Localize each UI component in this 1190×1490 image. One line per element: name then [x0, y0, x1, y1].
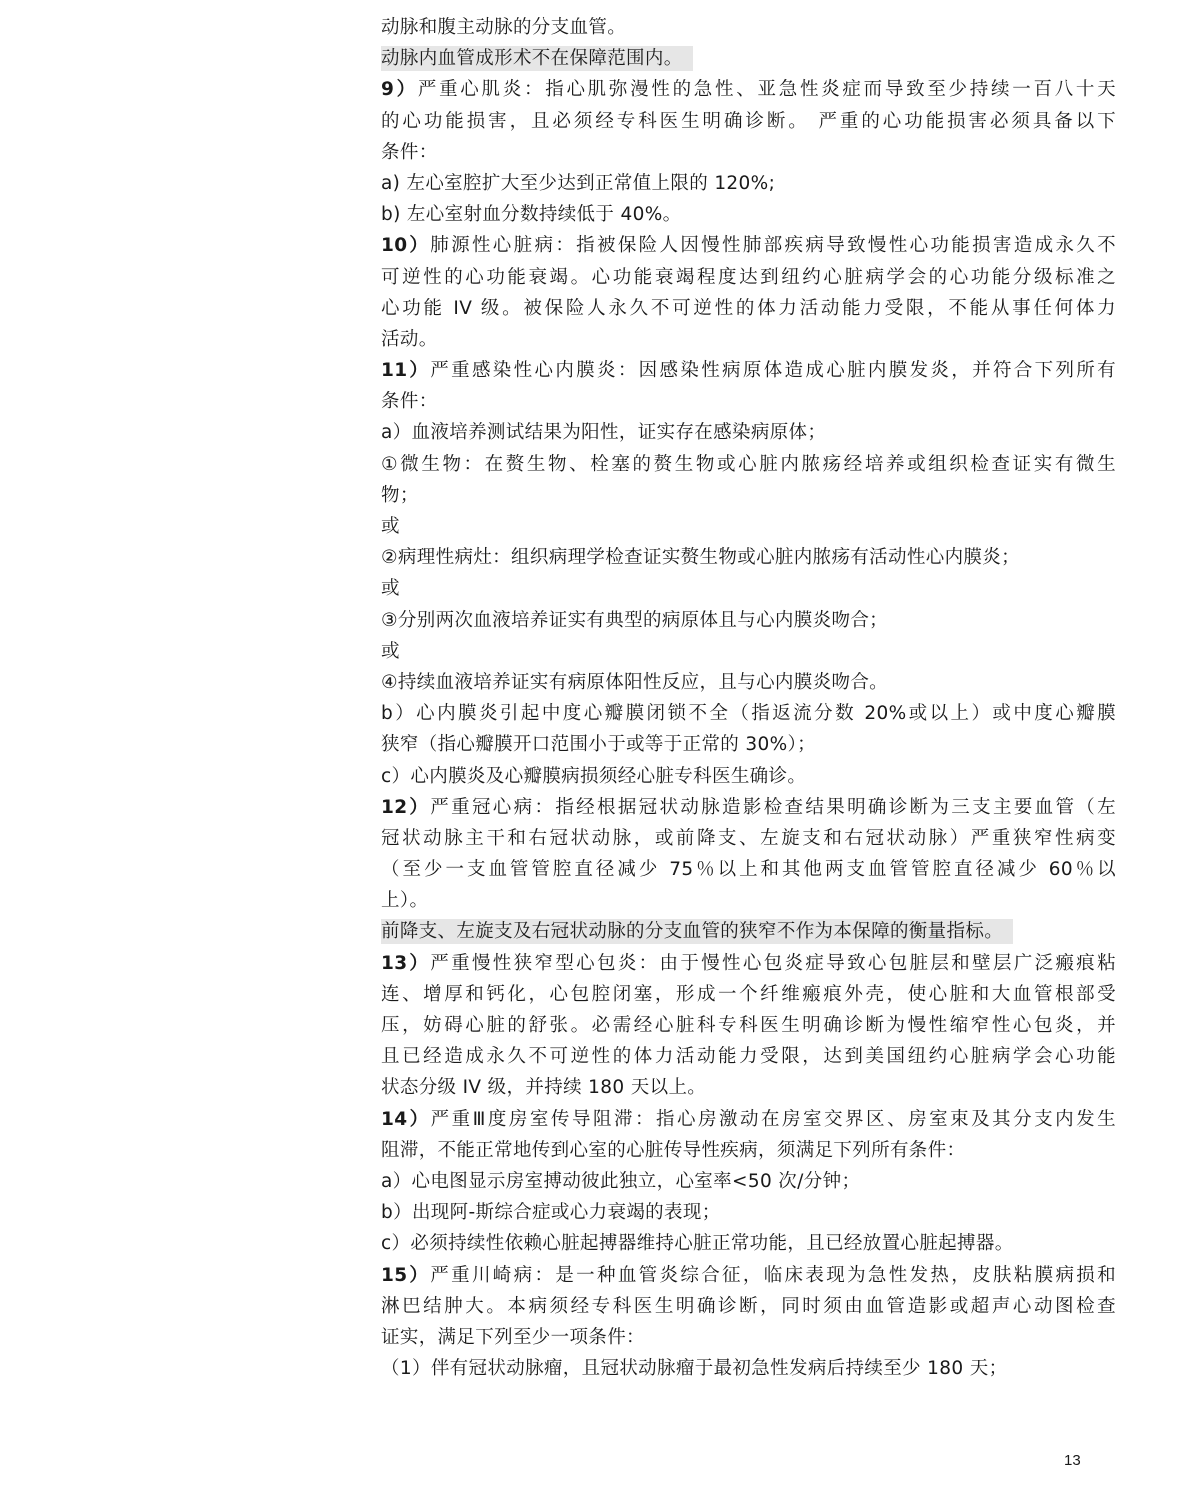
text-line: 活动。: [381, 328, 438, 350]
text-line: 条件：: [381, 391, 438, 413]
text-line: 状态分级 IV 级，并持续 180 天以上。: [381, 1077, 707, 1099]
text-line: 狭窄（指心瓣膜开口范围小于或等于正常的 30%）；: [381, 734, 817, 756]
text-line: 且已经造成永久不可逆性的体力活动能力受限，达到美国纽约心脏病学会心功能: [381, 1046, 1116, 1068]
clause-14-heading: 14）严重Ⅲ度房室传导阻滞：指心房激动在房室交界区、房室束及其分支内发生: [381, 1108, 1117, 1130]
text-line: 或: [381, 578, 400, 600]
text-line: 可逆性的心功能衰竭。心功能衰竭程度达到纽约心脏病学会的心功能分级标准之: [381, 266, 1116, 288]
clause-15-heading: 15）严重川崎病：是一种血管炎综合征，临床表现为急性发热，皮肤粘膜病损和: [381, 1264, 1116, 1286]
text-line-highlighted: 动脉内血管成形术不在保障范围内。: [381, 43, 1116, 74]
text-line: a）血液培养测试结果为阳性，证实存在感染病原体；: [381, 422, 827, 444]
text-line: 淋巴结肿大。本病须经专科医生明确诊断，同时须由血管造影或超声心动图检查: [381, 1295, 1116, 1317]
page-number: 13: [1064, 1452, 1081, 1469]
document-body: [381, 12, 1116, 1384]
clause-12-heading: 12）严重冠心病：指经根据冠状动脉造影检查结果明确诊断为三支主要血管（左: [381, 796, 1116, 818]
text-line: c）必须持续性依赖心脏起搏器维持心脏正常功能，且已经放置心脏起搏器。: [381, 1233, 1014, 1255]
text-line: 阻滞，不能正常地传到心室的心脏传导性疾病，须满足下列所有条件：: [381, 1139, 966, 1161]
text-line: a）心电图显示房室搏动彼此独立，心室率<50 次/分钟；: [381, 1170, 861, 1192]
text-line: 证实，满足下列至少一项条件：: [381, 1326, 645, 1348]
text-line: 上）。: [381, 890, 429, 912]
text-line: 或: [381, 640, 400, 662]
text-line: b）心内膜炎引起中度心瓣膜闭锁不全（指返流分数 20%或以上）或中度心瓣膜: [381, 703, 1116, 725]
text-line: 压，妨碍心脏的舒张。必需经心脏科专科医生明确诊断为慢性缩窄性心包炎，并: [381, 1015, 1116, 1036]
text-line: 条件：: [381, 141, 438, 163]
clause-13-heading: 13）严重慢性狭窄型心包炎：由于慢性心包炎症导致心包脏层和壁层广泛瘢痕粘: [381, 952, 1116, 974]
text-line: ④持续血液培养证实有病原体阳性反应，且与心内膜炎吻合。: [381, 671, 889, 693]
text-line: 的心功能损害，且必须经专科医生明确诊断。 严重的心功能损害必须具备以下: [381, 110, 1116, 132]
clause-9-heading: 9）严重心肌炎：指心肌弥漫性的急性、亚急性炎症而导致至少持续一百八十天: [381, 79, 1116, 101]
text-line: （至少一支血管管腔直径减少 75％以上和其他两支血管管腔直径减少 60％以: [381, 859, 1116, 881]
text-line: c）心内膜炎及心瓣膜病损须经心脏专科医生确诊。: [381, 765, 807, 787]
text-line-highlighted: 前降支、左旋支及右冠状动脉的分支血管的狭窄不作为本保障的衡量指标。: [381, 916, 1116, 947]
text-line: 连、增厚和钙化，心包腔闭塞，形成一个纤维瘢痕外壳，使心脏和大血管根部受: [381, 983, 1116, 1005]
text-line: 心功能 IV 级。被保险人永久不可逆性的体力活动能力受限，不能从事任何体力: [381, 297, 1116, 319]
clause-10-heading: 10）肺源性心脏病：指被保险人因慢性肺部疾病导致慢性心功能损害造成永久不: [381, 235, 1116, 257]
text-line: 冠状动脉主干和右冠状动脉，或前降支、左旋支和右冠状动脉）严重狭窄性病变: [381, 827, 1116, 849]
text-line: 动脉和腹主动脉的分支血管。: [381, 17, 627, 38]
text-line: b) 左心室射血分数持续低于 40%。: [381, 204, 682, 226]
text-line: 或: [381, 516, 400, 537]
text-line: ①微生物：在赘生物、栓塞的赘生物或心脏内脓疡经培养或组织检查证实有微生: [381, 453, 1116, 475]
text-line: ③分别两次血液培养证实有典型的病原体且与心内膜炎吻合；: [381, 609, 889, 631]
text-line: a) 左心室腔扩大至少达到正常值上限的 120%;: [381, 172, 776, 194]
text-line: 物；: [381, 484, 419, 506]
clause-11-heading: 11）严重感染性心内膜炎：因感染性病原体造成心脏内膜发炎，并符合下列所有: [381, 360, 1116, 382]
text-line: ②病理性病灶：组织病理学检查证实赘生物或心脏内脓疡有活动性心内膜炎；: [381, 547, 1020, 569]
text-line: （1）伴有冠状动脉瘤，且冠状动脉瘤于最初急性发病后持续至少 180 天；: [381, 1358, 1008, 1380]
text-line: b）出现阿-斯综合症或心力衰竭的表现；: [381, 1202, 721, 1224]
